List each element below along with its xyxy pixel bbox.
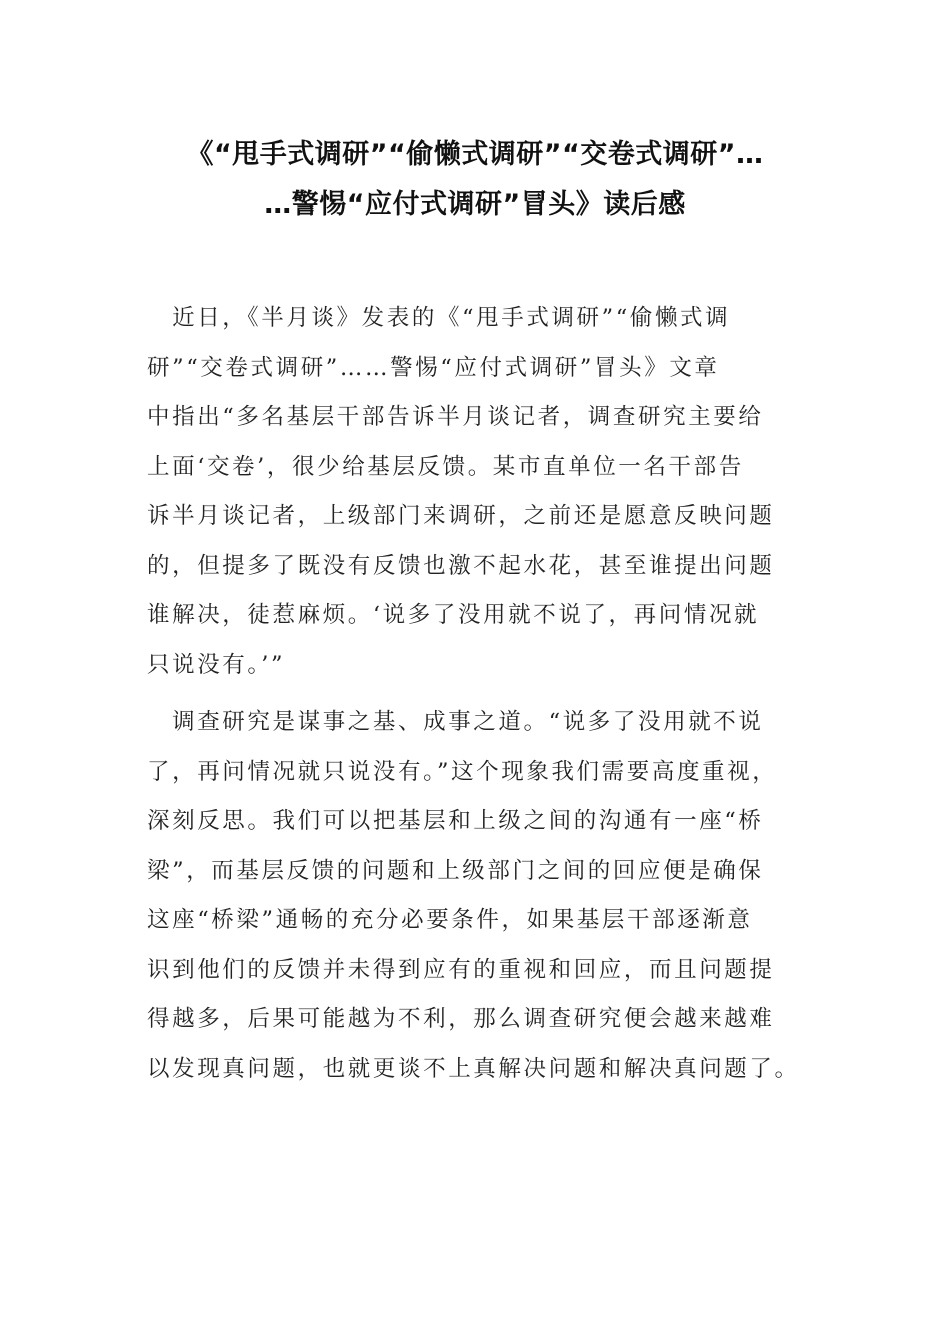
paragraph-line: 谁解决，徒惹麻烦。‘说多了没用就不说了，再问情况就 <box>147 602 760 628</box>
paragraph-line: 近日，《半月谈》发表的《“甩手式调研”“偷懒式调 <box>147 305 731 331</box>
paragraph-1 <box>147 294 807 690</box>
paragraph-line: 只说没有。’” <box>147 651 286 678</box>
paragraph-line: 识到他们的反馈并未得到应有的重视和回应，而且问题提 <box>147 956 775 983</box>
paragraph-line: 得越多，后果可能越为不利，那么调查研究便会越来越难 <box>147 1006 775 1032</box>
paragraph-line: 诉半月谈记者，上级部门来调研，之前还是愿意反映问题 <box>147 503 775 529</box>
document-body <box>147 294 807 1094</box>
title-line-2: …警惕“应付式调研”冒头》读后感 <box>264 189 686 220</box>
paragraph-line: 的，但提多了既没有反馈也激不起水花，甚至谁提出问题 <box>147 552 775 579</box>
paragraph-line: 深刻反思。我们可以把基层和上级之间的沟通有一座“桥 <box>147 808 764 834</box>
document-title <box>130 130 820 230</box>
paragraph-line: 研”“交卷式调研”……警惕“应付式调研”冒头》文章 <box>147 354 720 381</box>
paragraph-line: 了，再问情况就只说没有。”这个现象我们需要高度重视， <box>147 758 778 785</box>
paragraph-line: 以发现真问题，也就更谈不上真解决问题和解决真问题了。 <box>147 1055 800 1082</box>
paragraph-2 <box>147 698 807 1094</box>
paragraph-line: 梁”，而基层反馈的问题和上级部门之间的回应便是确保 <box>147 857 764 884</box>
paragraph-line: 这座“桥梁”通畅的充分必要条件，如果基层干部逐渐意 <box>147 907 753 933</box>
paragraph-line: 调查研究是谋事之基、成事之道。“说多了没用就不说 <box>147 709 764 735</box>
paragraph-line: 中指出“多名基层干部告诉半月谈记者，调查研究主要给 <box>147 404 764 430</box>
title-line-1: 《“甩手式调研”“偷懒式调研”“交卷式调研”… <box>186 139 764 170</box>
paragraph-line: 上面‘交卷’，很少给基层反馈。某市直单位一名干部告 <box>147 453 744 480</box>
